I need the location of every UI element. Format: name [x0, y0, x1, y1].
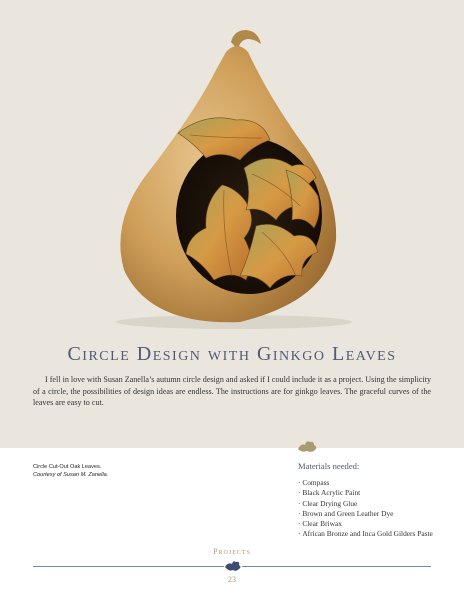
page-number: 23: [228, 575, 236, 584]
intro-paragraph: I fell in love with Susan Zanella’s autumn circle design and asked if I could include it as a project. Using the simplicity of a circle, the possibilities of design ideas are endless. The instructions are for ginkgo leaves. The graceful curves of the leaves are easy to cut.: [33, 375, 431, 408]
list-item: · Brown and Green Leather Dye: [298, 509, 438, 519]
materials-list: [298, 478, 438, 540]
oak-leaf-ornament-icon: [296, 439, 318, 455]
section-label: Projects: [213, 547, 251, 556]
list-item: · Compass: [298, 478, 438, 488]
list-item: · Black Acrylic Paint: [298, 488, 438, 498]
materials-heading: Materials needed:: [298, 461, 360, 471]
page-title: Circle Design with Ginkgo Leaves: [67, 343, 397, 365]
list-item: · Clear Briwax: [298, 519, 438, 529]
caption-text: Circle Cut-Out Oak Leaves.: [33, 464, 102, 470]
leaf-ornament-icon: [224, 559, 242, 573]
photo-caption: [33, 463, 108, 479]
list-item: · African Bronze and Inca Gold Gilders Paste: [298, 529, 438, 539]
caption-credit: Courtesy of Susan M. Zanella.: [33, 472, 109, 478]
list-item: · Clear Drying Glue: [298, 499, 438, 509]
